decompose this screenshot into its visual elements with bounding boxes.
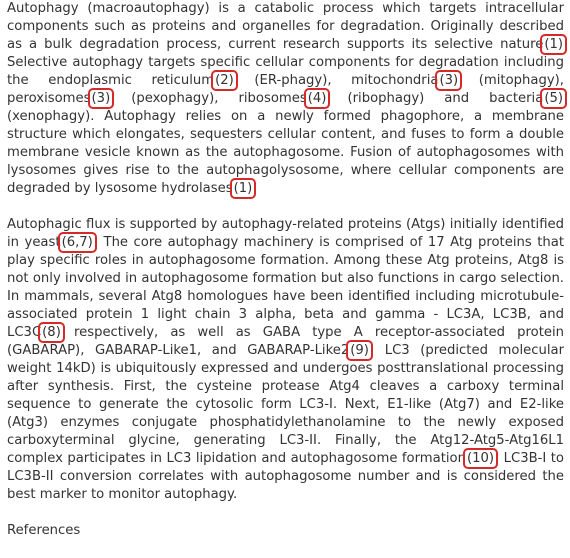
paragraph-text: (mitophagy), peroxisomes — [7, 73, 564, 106]
citation-link[interactable]: (9) — [350, 343, 369, 358]
paragraph-text: . The core autophagy machinery is comprised of 17 Atg proteins that play specific roles in autophagosome formation. Among these Atg proteins, Atg8 is not only involved in autophagosome formation but also functions in cargo selection. In mammals, several Atg8 homologues have been identified including microtubule-associated protein 1 light chain 3 alpha, beta and gamma - LC3A, LC3B, and LC3C — [7, 235, 564, 340]
citation-link[interactable]: (8) — [42, 325, 61, 340]
citation-link[interactable]: (2) — [215, 73, 234, 88]
paragraph-2 — [7, 216, 564, 504]
paragraph-text: Selective autophagy targets specific cellular components for degradation including the endoplasmic reticulum — [7, 55, 564, 88]
citation-link[interactable]: (1) — [544, 37, 563, 52]
citation-link[interactable]: (6,7) — [61, 235, 93, 250]
paragraph-1 — [7, 0, 564, 198]
citation-link[interactable]: (10) — [466, 451, 495, 466]
paragraph-text: (xenophagy). Autophagy relies on a newly formed phagophore, a membrane structure which elongates, sequesters cellular content, and fuses to form a double membrane vesicle known as the autophagosome. Fusion of autophagosomes with lysosomes gives rise to the autophagolysosome, where cellular components are degraded by lysosome hydrolases — [7, 109, 564, 196]
citation-link[interactable]: (5) — [544, 91, 563, 106]
paragraph-text: respectively, as well as GABA type A receptor-associated protein (GABARAP), GABARAP-Like1, and GABARAP-Like2 — [7, 325, 564, 358]
paragraph-text: Autophagy (macroautophagy) is a catabolic process which targets intracellular components such as proteins and organelles for degradation. Originally described as a bulk degradation process, current research supports its selective nature — [7, 1, 564, 52]
paragraph-text: . LC3B-I to LC3B-II conversion correlates with autophagosome number and is considered the best marker to monitor autophagy. — [7, 451, 564, 502]
citation-link[interactable]: (3) — [439, 73, 459, 88]
paragraph-text: . LC3 (predicted molecular weight 14kD) is ubiquitously expressed and undergoes posttranslational processing after synthesis. First, the cysteine protease Atg4 cleaves a carboxy terminal sequence to generate the cytosolic form LC3-I. Next, E1-like (Atg7) and E2-like (Atg3) enzymes conjugate phosphatidylethanolamine to the newly exposed carboxyterminal glycine, generating LC3-II. Finally, the Atg12-Atg5-Atg16L1 complex participates in LC3 lipidation and autophagosome formation — [7, 343, 564, 466]
paragraph-text: Autophagic flux is supported by autophagy-related proteins (Atgs) initially identified in yeast — [7, 217, 564, 250]
paragraph-text: (pexophagy), ribosomes — [111, 91, 307, 106]
paragraph-text: (ER-phagy), mitochondria — [234, 73, 439, 88]
citation-link[interactable]: (3) — [91, 91, 111, 106]
paragraph-text: (ribophagy) and bacteria — [327, 91, 544, 106]
citation-link[interactable]: (4) — [307, 91, 327, 106]
references-heading: References — [7, 523, 81, 538]
citation-link[interactable]: (1) — [233, 181, 253, 196]
